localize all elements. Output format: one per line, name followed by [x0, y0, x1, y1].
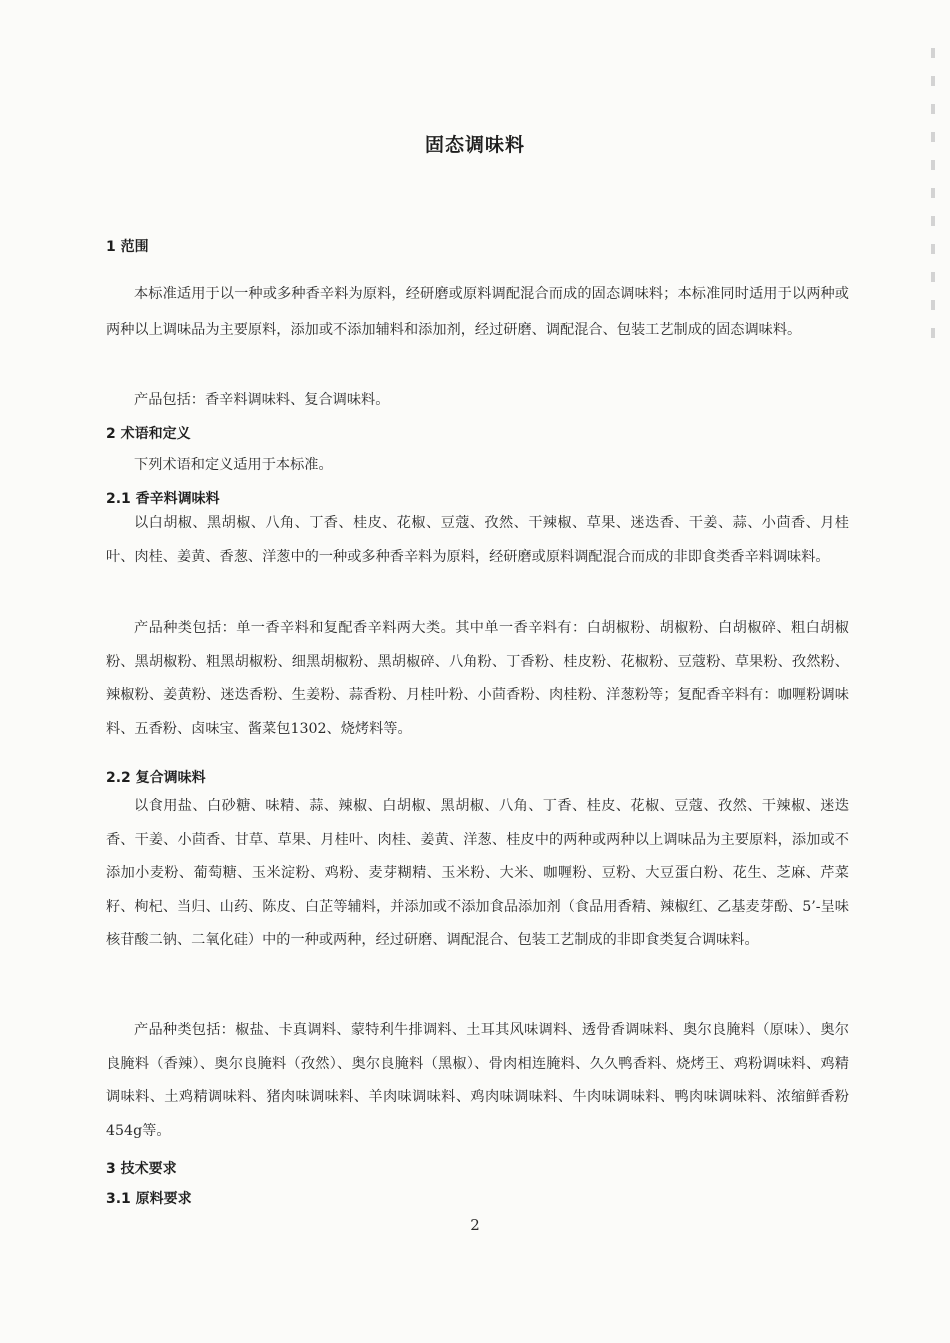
- scan-edge-marks: [930, 48, 936, 368]
- page-number: 2: [470, 1216, 480, 1234]
- section-2-2-paragraph-2: 产品种类包括：椒盐、卡真调料、蒙特利牛排调料、土耳其风味调料、透骨香调味料、奥尔良腌料（原味）、奥尔良腌料（香辣）、奥尔良腌料（孜然）、奥尔良腌料（黑椒）、骨肉相连腌料、久久鸭香料、烧烤王、鸡粉调味料、鸡精调味料、土鸡精调味料、猪肉味调味料、羊肉味调味料、鸡肉味调味料、牛肉味调味料、鸭肉味调味料、浓缩鲜香粉454g等。: [106, 1022, 849, 1139]
- section-2-1-paragraph-1: 以白胡椒、黑胡椒、八角、丁香、桂皮、花椒、豆蔻、孜然、干辣椒、草果、迷迭香、干姜、蒜、小茴香、月桂叶、肉桂、姜黄、香葱、洋葱中的一种或多种香辛料为原料，经研磨或原料调配混合而成的非即食类香辛料调味料。: [106, 515, 849, 565]
- section-2-heading: 2 术语和定义: [106, 426, 191, 442]
- section-3-1-heading: 3.1 原料要求: [106, 1191, 192, 1207]
- section-1-paragraph-2: 产品包括：香辛料调味料、复合调味料。: [134, 392, 390, 408]
- section-1-paragraph-1: 本标准适用于以一种或多种香辛料为原料，经研磨或原料调配混合而成的固态调味料；本标准同时适用于以两种或两种以上调味品为主要原料，添加或不添加辅料和添加剂，经过研磨、调配混合、包装工艺制成的固态调味料。: [106, 286, 849, 338]
- section-3-heading: 3 技术要求: [106, 1161, 177, 1177]
- section-2-2-heading: 2.2 复合调味料: [106, 770, 206, 786]
- section-2-1-heading: 2.1 香辛料调味料: [106, 491, 220, 507]
- section-2-1-paragraph-2: 产品种类包括：单一香辛料和复配香辛料两大类。其中单一香辛料有：白胡椒粉、胡椒粉、白胡椒碎、粗白胡椒粉、黑胡椒粉、粗黑胡椒粉、细黑胡椒粉、黑胡椒碎、八角粉、丁香粉、桂皮粉、花椒粉、豆蔻粉、草果粉、孜然粉、辣椒粉、姜黄粉、迷迭香粉、生姜粉、蒜香粉、月桂叶粉、小茴香粉、肉桂粉、洋葱粉等；复配香辛料有：咖喱粉调味料、五香粉、卤味宝、酱菜包1302、烧烤料等。: [106, 620, 849, 737]
- section-2-intro: 下列术语和定义适用于本标准。: [134, 457, 333, 473]
- document-title: 固态调味料: [424, 134, 525, 156]
- section-1-heading: 1 范围: [106, 239, 149, 255]
- section-2-2-paragraph-1: 以食用盐、白砂糖、味精、蒜、辣椒、白胡椒、黑胡椒、八角、丁香、桂皮、花椒、豆蔻、孜然、干辣椒、迷迭香、干姜、小茴香、甘草、草果、月桂叶、肉桂、姜黄、洋葱、桂皮中的两种或两种以上调味品为主要原料，添加或不添加小麦粉、葡萄糖、玉米淀粉、鸡粉、麦芽糊精、玉米粉、大米、咖喱粉、豆粉、大豆蛋白粉、花生、芝麻、芹菜籽、枸杞、当归、山药、陈皮、白芷等辅料，并添加或不添加食品添加剂（食品用香精、辣椒红、乙基麦芽酚、5’-呈味核苷酸二钠、二氧化硅）中的一种或两种，经过研磨、调配混合、包装工艺制成的非即食类复合调味料。: [106, 798, 849, 948]
